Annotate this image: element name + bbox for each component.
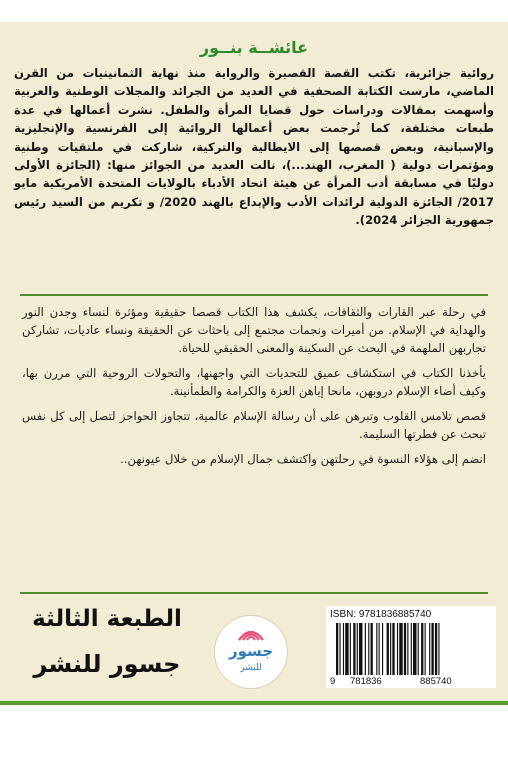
barcode-digit-prefix: 9 [330, 676, 336, 687]
barcode-bar [353, 623, 355, 675]
barcode-bar [387, 623, 389, 675]
barcode-bar [343, 623, 344, 675]
description-paragraph: قصص تلامس القلوب وتبرهن على أن رسالة الإسلام عالمية، تتجاوز الحواجز لتصل إلى كل نفس تبحث عن فطرتها السليمة. [22, 409, 486, 441]
barcode-bar [345, 623, 348, 675]
barcode-bar [357, 623, 358, 675]
logo-subtitle-text: للنشر [240, 663, 262, 673]
barcode-bar [339, 623, 340, 675]
barcode-bar [379, 623, 380, 675]
section-divider-top [20, 294, 488, 296]
isbn-label: ISBN: 9781836885740 [330, 609, 432, 620]
bottom-margin [0, 701, 508, 762]
edition-label: الطبعة الثالثة [32, 606, 182, 632]
logo-brand-text: جسور [228, 642, 274, 660]
barcode-digit-group-left: 781836 [350, 676, 382, 687]
barcode-bar [413, 623, 416, 675]
barcode-bar [359, 623, 362, 675]
barcode-bar [365, 623, 366, 675]
barcode-bar [425, 623, 426, 675]
book-description [22, 303, 486, 475]
barcode-icon [336, 623, 488, 675]
barcode-bar [429, 623, 430, 675]
barcode-bar [411, 623, 412, 675]
barcode-bar [350, 623, 351, 675]
section-divider-bottom [20, 592, 488, 594]
author-name: عائشــة بنــور [199, 38, 309, 57]
barcode-bar [382, 623, 383, 675]
barcode-bar [431, 623, 433, 675]
barcode-bar [421, 623, 423, 675]
author-bio: روائية جزائرية، تكتب القصة القصيرة والرواية منذ نهاية الثمانينيات من القرن الماضي، مارست الكتابة الصحفية في العديد من الجرائد والمجلات الوطنية والعربية وأسهمت بمقالات ودراسات حول قضايا المرأة والطفل. نشرت أعمالها في عدة طبعات مختلفة، كما تُرجمت بعض أعمالها الروائية إلى الفرنسية والإنجليزية والإسبانية، وبعض قصصها إلى الايطالية والتركية، شاركت في ملتقيات وطنية ومؤتمرات دولية ( المغرب، الهند...)، نالت العديد من الجوائز منها: (الجائزة الأولى دوليًا في مسابقة أدب المرأة عن هيئة اتحاد الأدباء بالولايات المتحدة الأمريكية مايو 2017/ الجائزة الدولية لرائدات الأدب والإبداع بالهند 2020/ و تكريم من السيد رئيس جمهورية الجزائر 2024). [14, 66, 494, 228]
bridge-arcs-icon [237, 626, 265, 642]
description-paragraph: يأخذنا الكتاب في استكشاف عميق للتحديات التي واجهنها، والتحولات الروحية التي مررن بها، وكيف أضاء الإسلام دروبهن، مانحا إياهن العزة والكرامة والطمأنينة. [22, 366, 486, 398]
barcode-bar [438, 623, 439, 675]
barcode-digit-group-right: 885740 [420, 676, 452, 687]
barcode-bar [435, 623, 437, 675]
publisher-logo [214, 615, 288, 689]
barcode-bar [407, 623, 408, 675]
barcode-bar [368, 623, 369, 675]
barcode-bar [418, 623, 419, 675]
barcode-bar [392, 623, 394, 675]
top-margin [0, 0, 508, 22]
barcode-bar [390, 623, 391, 675]
isbn-barcode-block [326, 606, 496, 688]
barcode-bar [371, 623, 373, 675]
description-paragraph: في رحلة عبر القارات والثقافات، يكشف هذا الكتاب قصصا حقيقية ومؤثرة لنساء وجدن النور والهداية في الإسلام. من أميرات ونجمات مجتمع إلى باحثات عن الحقيقة ونساء عاديات، تشاركن تجاربهن الملهمة في البحث عن السكينة والمعنى الحقيقي للحياة. [22, 305, 486, 355]
barcode-bar [397, 623, 398, 675]
barcode-bar [376, 623, 377, 675]
barcode-bar [404, 623, 406, 675]
description-paragraph: انضم إلى هؤلاء النسوة في رحلتهن واكتشف جمال الإسلام من خلال عيونهن.. [120, 452, 486, 466]
bottom-accent-line [0, 701, 508, 705]
publisher-name: جسور للنشر [33, 650, 181, 678]
barcode-bar [336, 623, 338, 675]
barcode-bar [399, 623, 402, 675]
